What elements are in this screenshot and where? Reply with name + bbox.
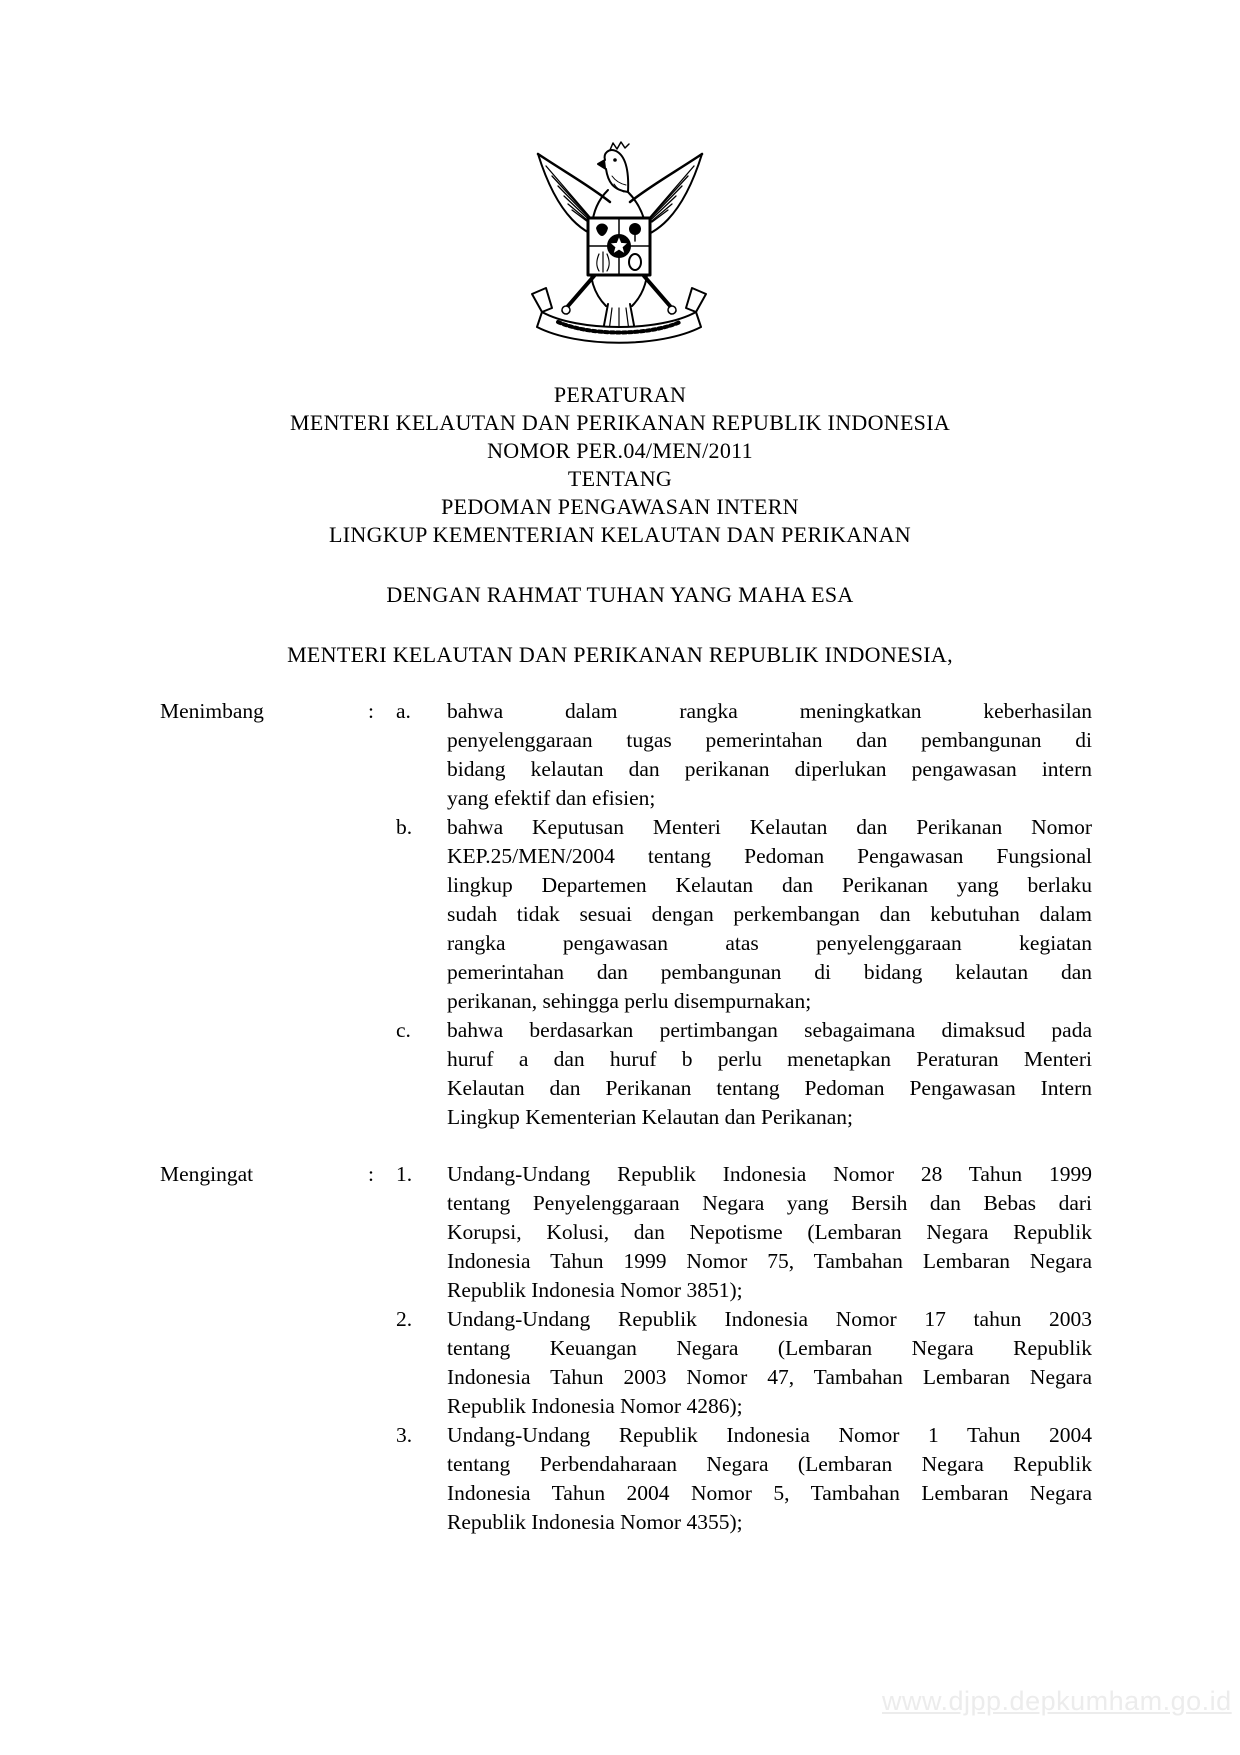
clause-separator: :	[368, 1162, 374, 1186]
item-marker: 3.	[396, 1423, 413, 1447]
item-text-line: penyelenggaraan tugas pemerintahan dan pembangunan di	[447, 728, 1092, 752]
item-text-line: bidang kelautan dan perikanan diperlukan pengawasan intern	[447, 757, 1092, 781]
item-marker: c.	[396, 1018, 411, 1042]
clause-separator: :	[368, 699, 374, 723]
clause-item-1	[396, 1160, 1092, 1305]
item-text-line: bahwa berdasarkan pertimbangan sebagaimana dimaksud pada	[447, 1018, 1092, 1042]
title-line: MENTERI KELAUTAN DAN PERIKANAN REPUBLIK INDONESIA	[289, 410, 951, 435]
item-text-line: Korupsi, Kolusi, dan Nepotisme (Lembaran Negara Republik	[447, 1220, 1092, 1244]
invocation-line: DENGAN RAHMAT TUHAN YANG MAHA ESA	[386, 582, 854, 607]
item-text-line: Republik Indonesia Nomor 4286);	[447, 1394, 743, 1418]
clause-item-b	[396, 813, 1092, 1016]
clause-mengingat	[160, 1160, 1092, 1537]
clause-item-3	[396, 1421, 1092, 1537]
item-text-line: Undang-Undang Republik Indonesia Nomor 17 tahun 2003	[447, 1307, 1092, 1331]
item-text-line: pemerintahan dan pembangunan di bidang kelautan dan	[447, 960, 1092, 984]
clause-items	[396, 1160, 1092, 1537]
item-text-line: bahwa dalam rangka meningkatkan keberhasilan	[447, 699, 1092, 723]
clause-menimbang	[160, 697, 1092, 1132]
clause-items	[396, 697, 1092, 1132]
clause-item-c	[396, 1016, 1092, 1132]
item-text-line: tentang Penyelenggaraan Negara yang Bersih dan Bebas dari	[447, 1191, 1092, 1215]
item-text	[447, 697, 1092, 813]
item-text-line: Republik Indonesia Nomor 4355);	[447, 1510, 743, 1534]
item-text-line: bahwa Keputusan Menteri Kelautan dan Perikanan Nomor	[447, 815, 1092, 839]
item-text-line: Indonesia Tahun 1999 Nomor 75, Tambahan Lembaran Negara	[447, 1249, 1092, 1273]
item-marker: 2.	[396, 1307, 413, 1331]
item-text-line: tentang Keuangan Negara (Lembaran Negara Republik	[447, 1336, 1092, 1360]
document-title	[0, 381, 1240, 549]
clause-item-2	[396, 1305, 1092, 1421]
title-line: NOMOR PER.04/MEN/2011	[487, 438, 753, 463]
item-text-line: rangka pengawasan atas penyelenggaraan kegiatan	[447, 931, 1092, 955]
item-text-line: Kelautan dan Perikanan tentang Pedoman Pengawasan Intern	[447, 1076, 1092, 1100]
item-text-line: Indonesia Tahun 2004 Nomor 5, Tambahan Lembaran Negara	[447, 1481, 1092, 1505]
item-text-line: KEP.25/MEN/2004 tentang Pedoman Pengawasan Fungsional	[447, 844, 1092, 868]
item-marker: 1.	[396, 1162, 413, 1186]
item-text-line: perikanan, sehingga perlu disempurnakan;	[447, 989, 812, 1013]
item-text-line: Lingkup Kementerian Kelautan dan Perikanan;	[447, 1105, 853, 1129]
title-line: TENTANG	[567, 466, 673, 491]
item-text-line: Indonesia Tahun 2003 Nomor 47, Tambahan Lembaran Negara	[447, 1365, 1092, 1389]
title-line: LINGKUP KEMENTERIAN KELAUTAN DAN PERIKANAN	[329, 522, 911, 547]
clause-item-a	[396, 697, 1092, 813]
item-text-line: sudah tidak sesuai dengan perkembangan dan kebutuhan dalam	[447, 902, 1092, 926]
clause-label: Menimbang	[160, 699, 264, 723]
title-line: PERATURAN	[553, 382, 687, 407]
item-marker: b.	[396, 815, 413, 839]
item-text-line: tentang Perbendaharaan Negara (Lembaran Negara Republik	[447, 1452, 1092, 1476]
item-text	[447, 1421, 1092, 1537]
item-text-line: Republik Indonesia Nomor 3851);	[447, 1278, 743, 1302]
item-text	[447, 813, 1092, 1016]
clause-list	[160, 697, 1092, 1537]
item-marker: a.	[396, 699, 411, 723]
item-text-line: Undang-Undang Republik Indonesia Nomor 1 Tahun 2004	[447, 1423, 1092, 1447]
watermark-text: www.djpp.depkumham.go.id	[882, 1686, 1232, 1716]
item-text-line: Undang-Undang Republik Indonesia Nomor 28 Tahun 1999	[447, 1162, 1092, 1186]
clause-label: Mengingat	[160, 1162, 254, 1186]
authority-line: MENTERI KELAUTAN DAN PERIKANAN REPUBLIK INDONESIA,	[287, 642, 953, 667]
item-text	[447, 1305, 1092, 1421]
item-text	[447, 1016, 1092, 1132]
item-text-line: huruf a dan huruf b perlu menetapkan Peraturan Menteri	[447, 1047, 1092, 1071]
item-text-line: yang efektif dan efisien;	[447, 786, 656, 810]
title-line: PEDOMAN PENGAWASAN INTERN	[441, 494, 799, 519]
item-text-line: lingkup Departemen Kelautan dan Perikanan yang berlaku	[447, 873, 1092, 897]
item-text	[447, 1160, 1092, 1305]
garuda-pancasila-emblem	[530, 138, 710, 350]
